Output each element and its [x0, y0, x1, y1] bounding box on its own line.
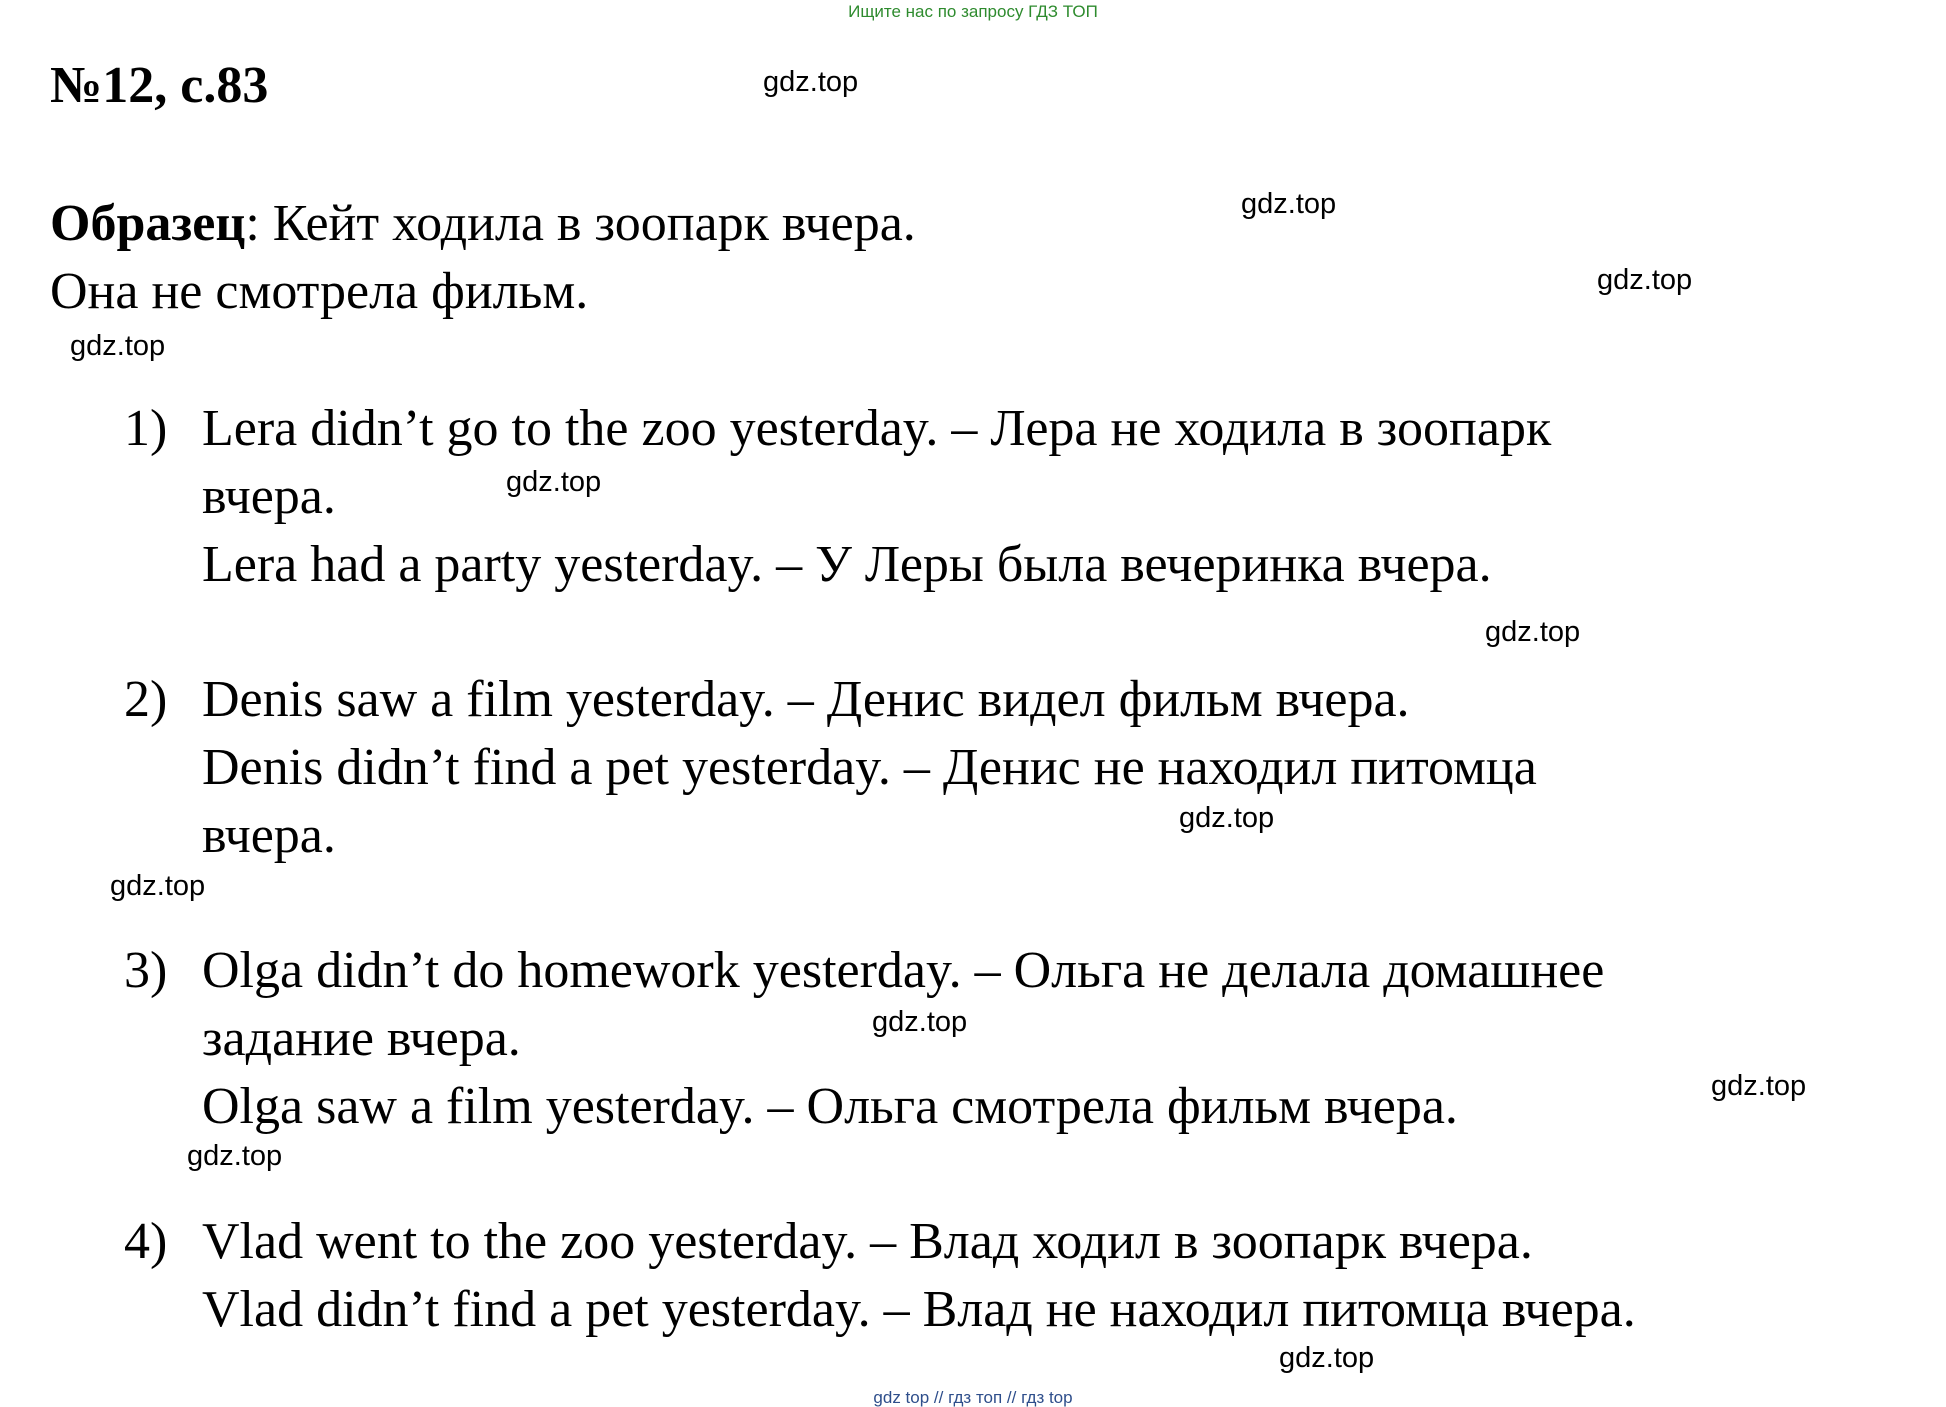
watermark-text: gdz.top [872, 1006, 968, 1038]
item-number: 1) [124, 400, 168, 457]
sample-label: Образец [50, 195, 246, 252]
watermark-text: gdz.top [70, 330, 166, 362]
watermark-text: gdz.top [763, 66, 859, 98]
watermark-text: gdz.top [1485, 616, 1581, 648]
item-lines [202, 666, 1946, 870]
sample-block [50, 190, 916, 326]
item-line: Denis didn’t find a pet yesterday. – Денис не находил питомца [202, 739, 1537, 796]
watermark-text: gdz.top [1711, 1070, 1807, 1102]
item-line: вчера. [202, 468, 336, 525]
item-number: 4) [124, 1213, 168, 1270]
item-line: задание вчера. [202, 1010, 521, 1067]
watermark-text: gdz.top [1279, 1342, 1375, 1374]
item-line: Denis saw a film yesterday. – Денис видел фильм вчера. [202, 671, 1410, 728]
sample-line-2: Она не смотрела фильм. [50, 263, 589, 320]
item-lines [202, 395, 1946, 599]
sample-line-1 [50, 190, 916, 258]
item-line: Vlad didn’t find a pet yesterday. – Влад не находил питомца вчера. [202, 1281, 1636, 1338]
watermark-text: gdz.top [1241, 188, 1337, 220]
item-line: Vlad went to the zoo yesterday. – Влад ходил в зоопарк вчера. [202, 1213, 1533, 1270]
item-lines [202, 1208, 1946, 1344]
watermark-text: gdz.top [187, 1140, 283, 1172]
bottom-banner: gdz top // гдз топ // гдз top [873, 1388, 1073, 1407]
item-line: Olga didn’t do homework yesterday. – Ольга не делала домашнее [202, 942, 1605, 999]
item-lines [202, 937, 1946, 1141]
item-line: вчера. [202, 807, 336, 864]
watermark-text: gdz.top [110, 870, 206, 902]
watermark-text: gdz.top [506, 466, 602, 498]
watermark-text: gdz.top [1597, 264, 1693, 296]
item-line: Lera had a party yesterday. – У Леры была вечеринка вчера. [202, 536, 1492, 593]
item-line: Olga saw a film yesterday. – Ольга смотрела фильм вчера. [202, 1078, 1458, 1135]
sample-text: : Кейт ходила в зоопарк вчера. [245, 195, 916, 252]
watermark-text: gdz.top [1179, 802, 1275, 834]
top-banner: Ищите нас по запросу ГДЗ ТОП [848, 2, 1098, 21]
item-number: 3) [124, 942, 168, 999]
page-title: №12, с.83 [50, 57, 269, 114]
item-line: Lera didn’t go to the zoo yesterday. – Лера не ходила в зоопарк [202, 400, 1552, 457]
item-number: 2) [124, 671, 168, 728]
